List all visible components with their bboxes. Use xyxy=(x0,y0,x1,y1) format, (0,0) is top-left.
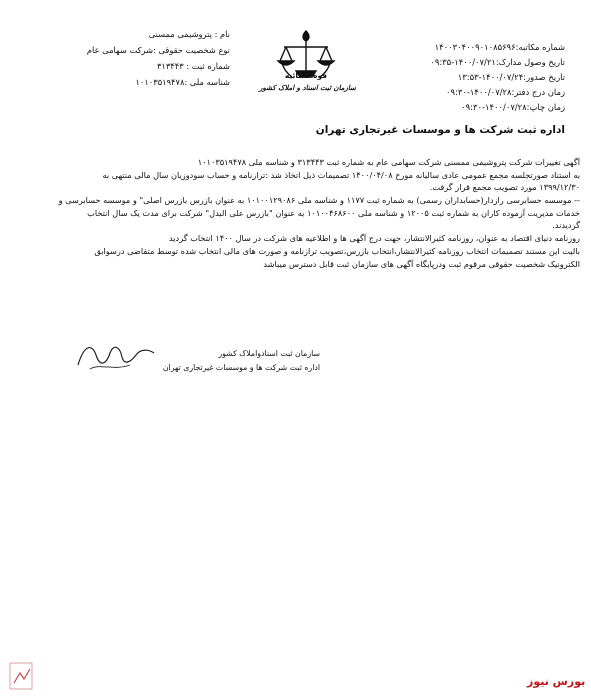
emblem-top-text: قوه قضائیه xyxy=(284,71,328,80)
body-line: گردیدند. xyxy=(552,220,580,231)
site-watermark: بورس نیوز xyxy=(527,675,586,688)
letter-number: شماره مکاتبه:۱۴۰۰۳۰۴۰۰۹۰۱۰۸۵۶۹۶ xyxy=(434,42,565,52)
handwritten-signature-icon xyxy=(70,335,160,375)
entity-type: نوع شخصیت حقوقی :شرکت سهامی عام xyxy=(86,45,230,55)
body-line: روزنامه دنیای اقتصاد به عنوان، روزنامه کثیرالانتشار، جهت درج آگهی ها و اطلاعیه های شرکت در سال ۱۴۰۰ انتخاب گردید xyxy=(168,233,580,244)
organization-caption: سازمان ثبت اسناد و املاک کشور xyxy=(259,84,356,92)
body-line: بالیت این مستند تصمیمات انتخاب روزنامه کثیرالانتشار،انتخاب بازرس،تصویب ترازنامه و صورت های مالی انتخاب شده توسط متقاضی درسوابق xyxy=(94,245,580,256)
body-line: آگهی تغییرات شرکت پتروشیمی ممسنی شرکت سهامی عام به شماره ثبت ۳۱۳۴۴۳ و شناسه ملی ۱۰۱۰۳۵۱۹۴۷۸ xyxy=(197,157,580,167)
print-date: زمان چاپ:۱۴۰۰/۰۷/۲۸-۰۹:۳۰ xyxy=(461,102,565,112)
receipt-date: تاریخ وصول مدارک:۱۴۰۰/۰۷/۲۱-۰۹:۳۵ xyxy=(430,57,565,67)
registration-number: شماره ثبت : ۳۱۳۴۴۳ xyxy=(156,61,230,71)
register-date: زمان درج دفتر:۱۴۰۰/۰۷/۲۸-۰۹:۳۰ xyxy=(446,87,565,97)
company-name: نام : پتروشیمی ممسنی xyxy=(148,29,230,39)
announcement-body xyxy=(40,156,580,270)
body-line: الکترونیک شخصیت حقوقی مرقوم ثبت ودرپایگاه آگهی های سازمان ثبت قابل دسترس میباشد xyxy=(263,258,580,269)
correspondence-metadata xyxy=(395,40,565,115)
body-line: خدمات مدیریت آزموده کاران به شماره ثبت ۱۲۰۰۵ و شناسه ملی ۱۰۱۰۰۴۶۸۶۰۰ به عنوان "بازرس علی البدل" شرکت برای مدت یک سال انتخاب xyxy=(87,207,580,218)
logo-icon xyxy=(6,655,36,693)
body-line: به استناد صورتجلسه مجمع عمومی عادی سالیانه مورخ ۱۴۰۰/۰۴/۰۸ تصمیمات ذیل اتخاذ شد :ترازنامه و حساب سودوزیان سال مالی منتهی به xyxy=(102,169,580,180)
company-info xyxy=(80,26,230,90)
issue-date: تاریخ صدور:۱۴۰۰/۰۷/۲۴-۱۳:۵۳ xyxy=(457,72,565,82)
body-line: -- موسسه حسابرسی رازدار(حسابداران رسمی) به شماره ثبت ۱۱۷۷ و شناسه ملی ۱۰۱۰۰۱۲۹۰۸۶ به عنوان بازرس بازرس اصلی" و موسسه حسابرسی و xyxy=(58,195,580,206)
body-line: ۱۳۹۹/۱۲/۳۰ مورد تصویب مجمع قرار گرفت. xyxy=(429,182,580,193)
national-id: شناسه ملی :۱۰۱۰۳۵۱۹۴۷۸ xyxy=(135,77,230,87)
signature-org: سازمان ثبت اسنادواملاک کشور xyxy=(218,349,320,358)
office-title: اداره ثبت شرکت ها و موسسات غیرتجاری تهران xyxy=(315,124,565,136)
signature-office: اداره ثبت شرکت ها و موسسات غیرتجاری تهران xyxy=(162,363,320,372)
